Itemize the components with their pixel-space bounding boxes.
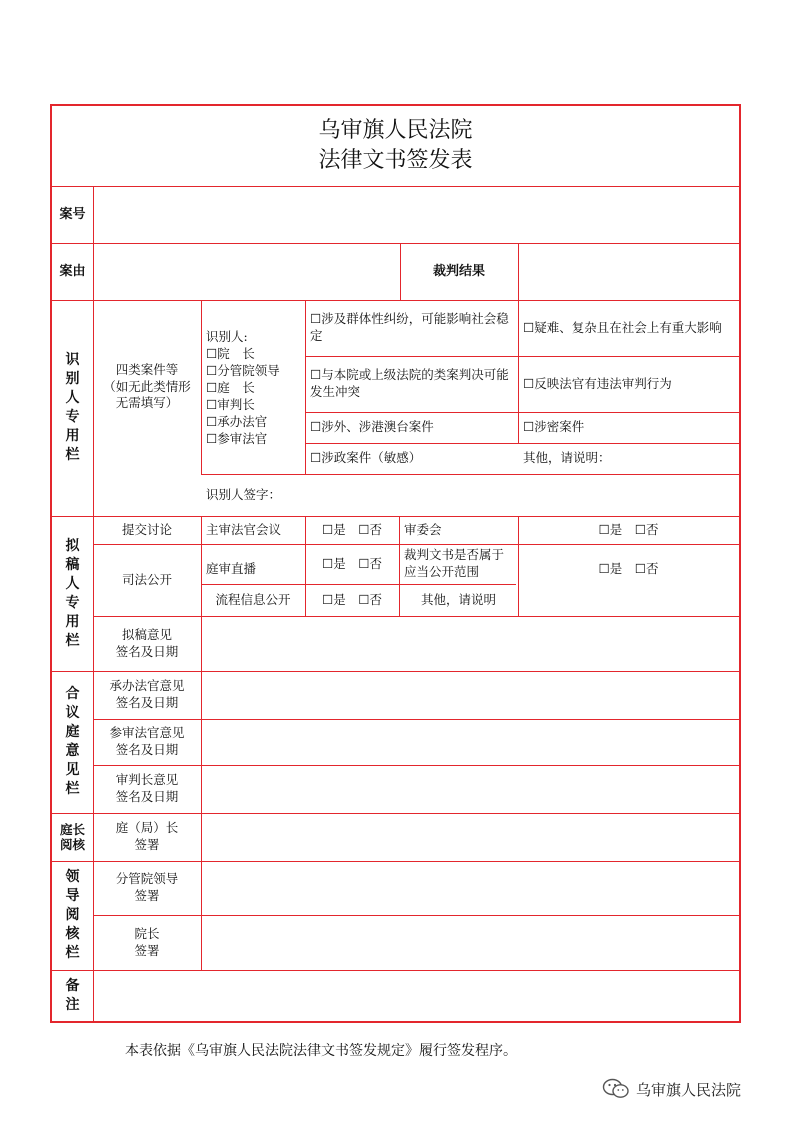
remark-field[interactable]: [94, 971, 739, 1021]
committee-label: 审委会: [404, 521, 442, 537]
chief-opinion-label: 审判长意见 签名及日期: [115, 772, 179, 804]
account-name: 乌审旗人民法院: [636, 1080, 742, 1099]
checkbox-president[interactable]: ☐院 长: [206, 345, 255, 361]
identifier-heading: 识别人:: [206, 328, 248, 344]
judgment-result-field[interactable]: [519, 244, 739, 300]
option-political[interactable]: ☐涉政案件（敏感）: [310, 450, 422, 466]
option-mass-dispute[interactable]: ☐涉及群体性纠纷，可能影响社会稳定: [310, 311, 509, 343]
process-info-label: 流程信息公开: [215, 591, 291, 607]
committee-yes-no[interactable]: ☐是 ☐否: [598, 521, 659, 537]
judge-opinion-field[interactable]: [202, 672, 739, 719]
vice-president-sign-label: 分管院领导 签署: [115, 871, 179, 903]
checkbox-presiding-judge[interactable]: ☐审判长: [206, 396, 255, 412]
account-watermark: [602, 1078, 741, 1100]
process-info-yes-no[interactable]: ☐是 ☐否: [322, 591, 382, 607]
option-conflict[interactable]: ☐与本院或上级法院的类案判决可能发生冲突: [310, 367, 509, 399]
identifier-signature[interactable]: 识别人签字：: [206, 486, 282, 502]
four-types-note: 四类案件等 （如无此类情形 无需填写）: [103, 361, 191, 411]
panel-section-label: 合 议 庭 意 见 栏: [65, 686, 80, 797]
drafter-section-label: 拟 稿 人 专 用 栏: [65, 537, 80, 649]
president-sign-label: 院长 签署: [134, 925, 160, 958]
submit-discussion-label: 提交讨论: [121, 521, 172, 537]
vice-president-sign-field[interactable]: [202, 862, 739, 915]
draft-opinion-field[interactable]: [202, 617, 739, 671]
checkbox-division-chief[interactable]: ☐庭 长: [206, 379, 255, 395]
option-complex[interactable]: ☐疑难、复杂且在社会上有重大影响: [523, 319, 722, 335]
judgment-public-yes-no[interactable]: ☐是 ☐否: [598, 560, 659, 576]
judgment-public-label: 裁判文书是否属于 应当公开范围: [404, 547, 505, 579]
footer-note: 本表依据《乌审旗人民法院法律文书签发规定》履行签发程序。: [125, 1043, 517, 1059]
division-chief-sign-field[interactable]: [202, 814, 739, 861]
identifier-section-label: 识 别 人 专 用 栏: [65, 352, 80, 463]
option-secret[interactable]: ☐涉密案件: [523, 419, 585, 435]
checkbox-vice-president[interactable]: ☐分管院领导: [206, 362, 280, 378]
option-misconduct[interactable]: ☐反映法官有违法审判行为: [523, 375, 672, 391]
assessor-opinion-field[interactable]: [202, 720, 739, 765]
live-broadcast-label: 庭审直播: [206, 560, 257, 576]
form-title: [52, 106, 739, 186]
cause-field[interactable]: [94, 244, 400, 300]
cause-label: 案由: [59, 263, 86, 279]
president-sign-field[interactable]: [202, 916, 739, 970]
tingzhang-section-label: 庭长 阅核: [59, 822, 85, 852]
case-number-label: 案号: [59, 206, 86, 222]
presiding-meeting-yes-no[interactable]: ☐是 ☐否: [322, 521, 382, 537]
option-foreign[interactable]: ☐涉外、涉港澳台案件: [310, 419, 434, 435]
presiding-meeting-label: 主审法官会议: [206, 521, 282, 537]
title-form: 法律文书签发表: [318, 148, 473, 173]
issuance-form-table: [50, 104, 741, 1023]
checkbox-undertaking-judge[interactable]: ☐承办法官: [206, 413, 268, 429]
identifier-list: [201, 300, 305, 474]
title-court: 乌审旗人民法院: [318, 118, 473, 143]
judgment-result-label: 裁判结果: [432, 263, 485, 279]
chief-opinion-field[interactable]: [202, 766, 739, 813]
draft-opinion-label: 拟稿意见 签名及日期: [115, 626, 179, 659]
option-other[interactable]: 其他，请说明：: [523, 450, 611, 466]
judicial-openness-label: 司法公开: [121, 571, 172, 587]
leader-section-label: 领 导 阅 核 栏: [65, 869, 80, 961]
judge-opinion-label: 承办法官意见 签名及日期: [109, 678, 185, 710]
assessor-opinion-label: 参审法官意见 签名及日期: [109, 725, 185, 757]
other-explain-label: 其他，请说明: [420, 591, 496, 607]
division-chief-sign-label: 庭（局）长 签署: [115, 820, 179, 852]
other-explain-field[interactable]: [519, 585, 739, 616]
live-broadcast-yes-no[interactable]: ☐是 ☐否: [322, 555, 382, 571]
remark-section-label: 备 注: [65, 977, 80, 1013]
case-number-field[interactable]: [94, 187, 739, 243]
wechat-icon: [602, 1078, 630, 1100]
checkbox-participating-judge[interactable]: ☐参审法官: [206, 430, 268, 446]
